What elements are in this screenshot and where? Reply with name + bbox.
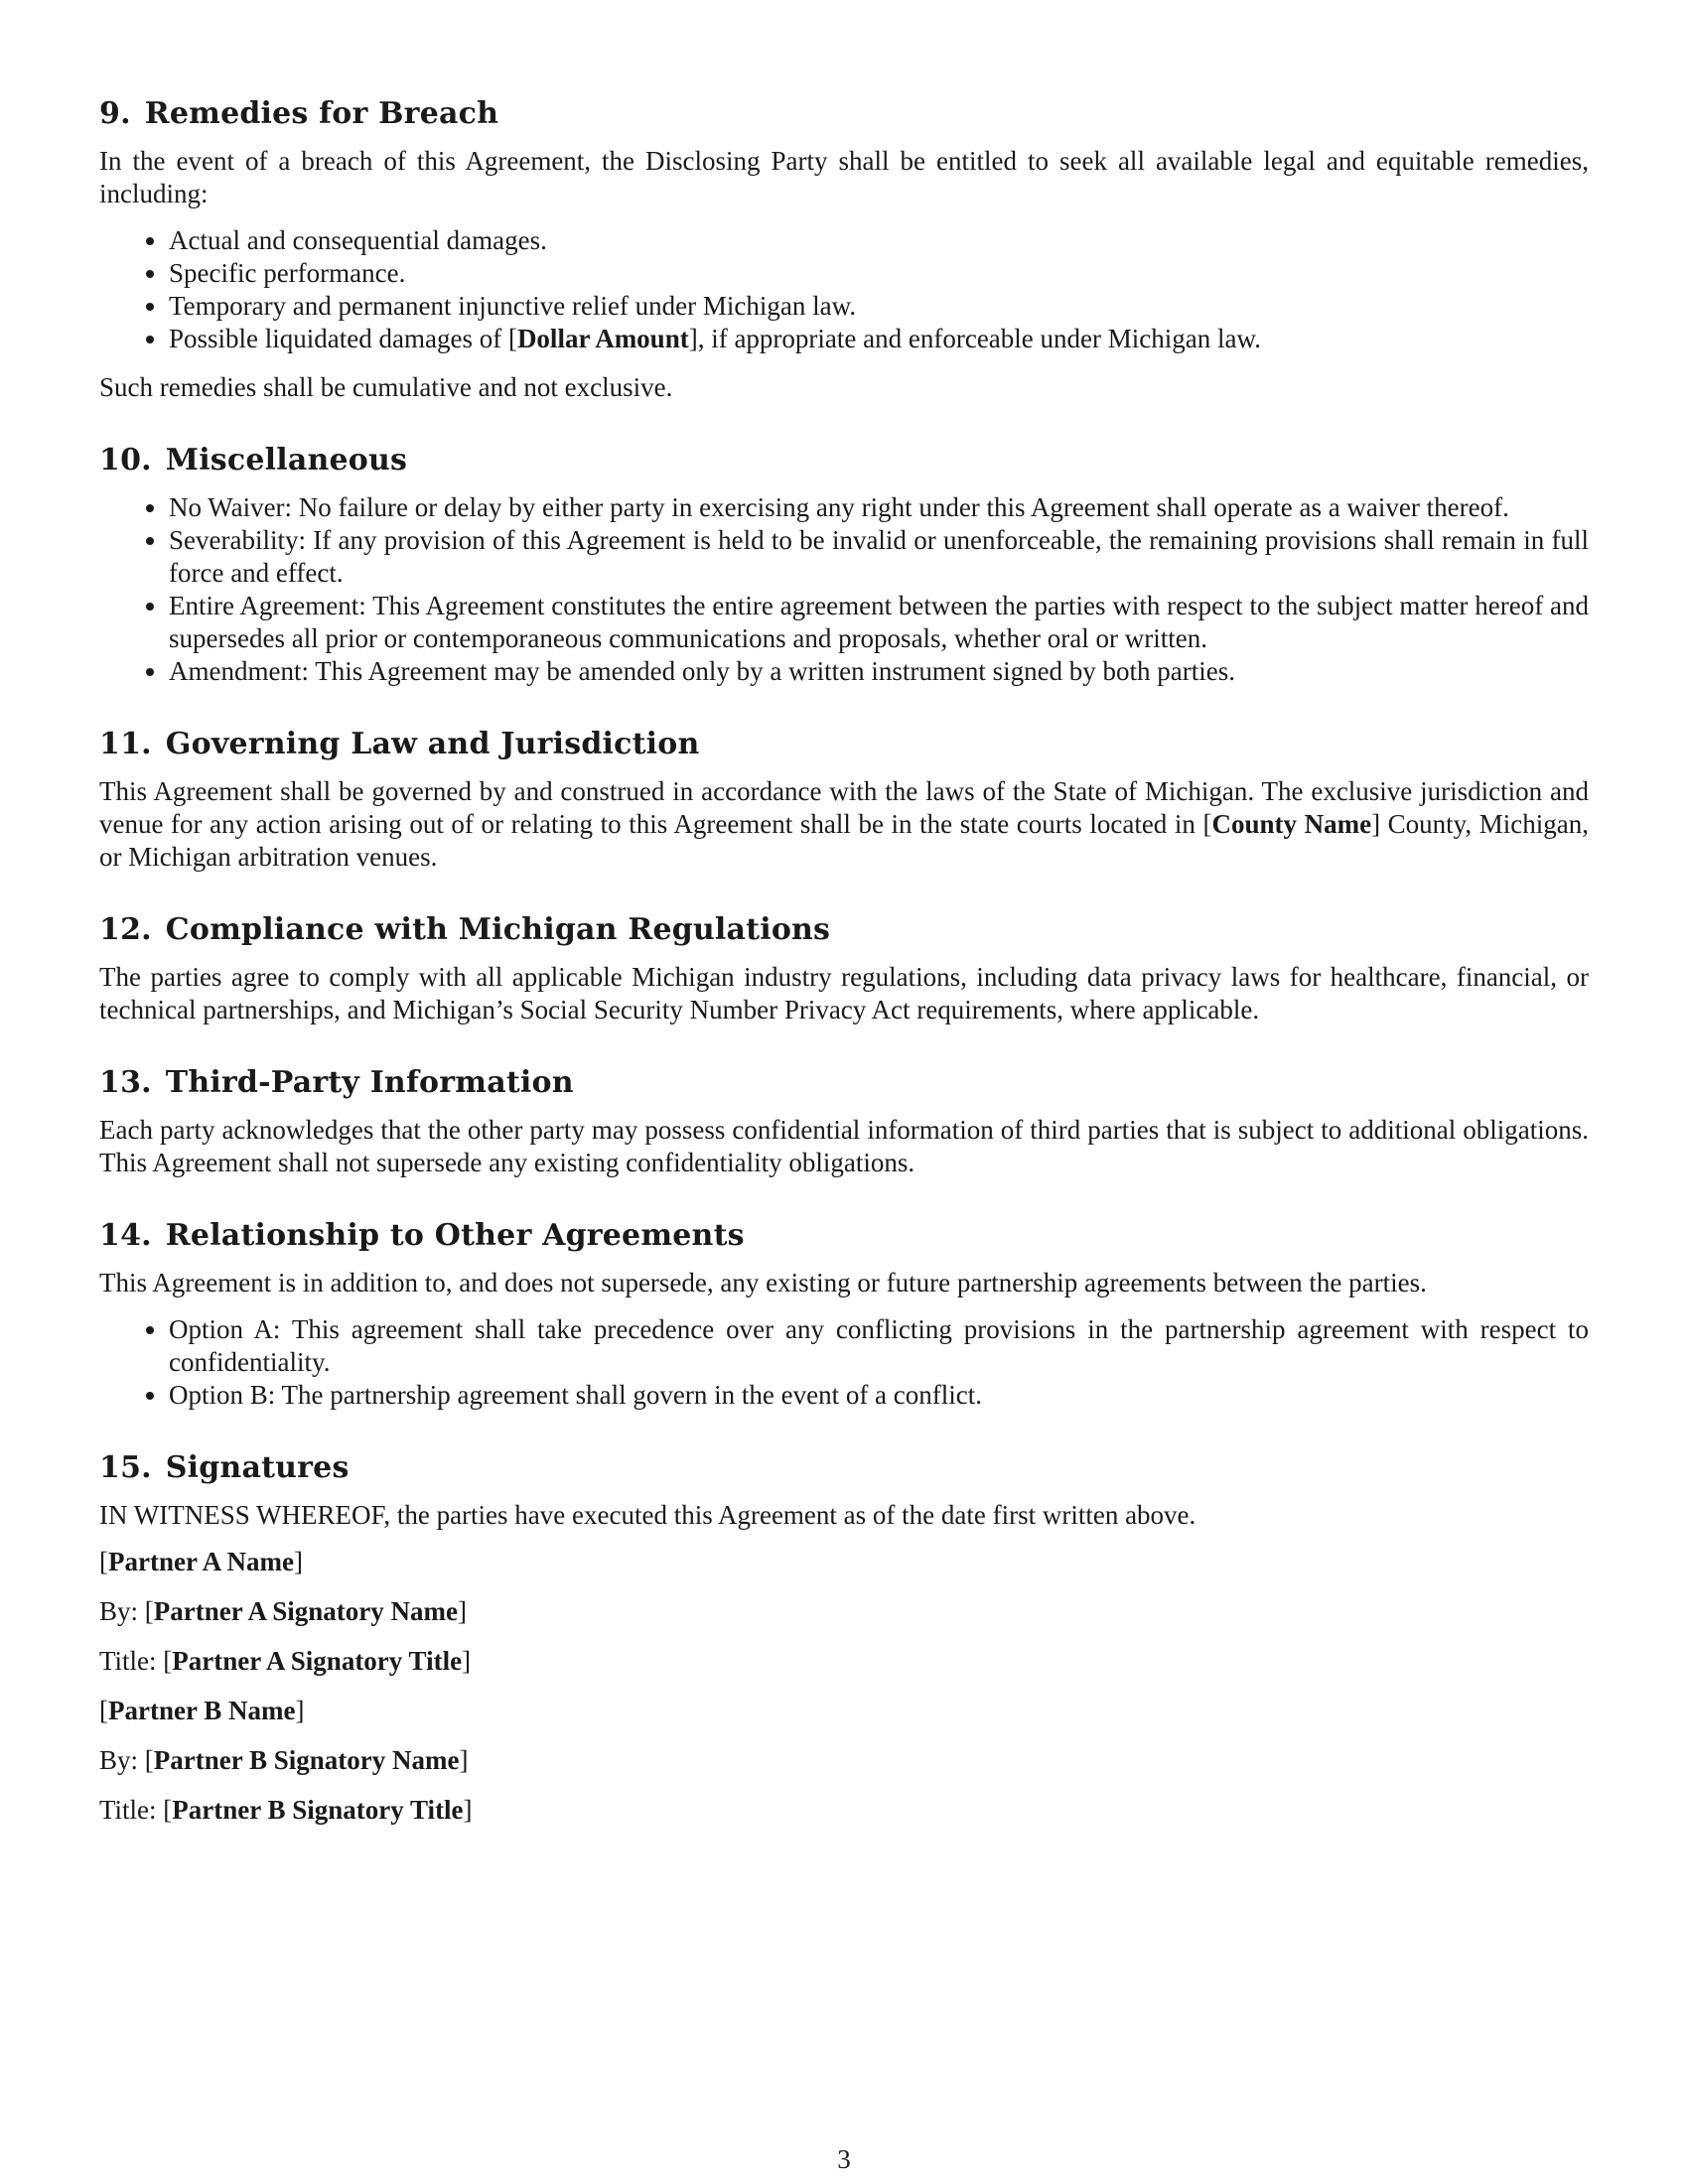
- placeholder-partner-a-signatory-title: Partner A Signatory Title: [172, 1646, 463, 1676]
- section-title: Governing Law and Jurisdiction: [165, 727, 700, 761]
- text-fragment: Possible liquidated damages of [: [169, 324, 517, 353]
- list-item: • Entire Agreement: This Agreement constitutes the entire agreement between the parties with respect to the subject matter hereof and supersedes all prior or contemporaneous communications and proposals, whether oral or written.: [169, 590, 1589, 655]
- list-item: • Temporary and permanent injunctive relief under Michigan law.: [169, 290, 1589, 323]
- paragraph: IN WITNESS WHEREOF, the parties have executed this Agreement as of the date first written above.: [99, 1500, 1196, 1530]
- placeholder-partner-a-name: Partner A Name: [108, 1547, 294, 1576]
- paragraph: Each party acknowledges that the other party may possess confidential information of third parties that is subject to additional obligations. This Agreement shall not supersede any existing confidentiality obligations.: [99, 1115, 1589, 1177]
- section-compliance: [99, 911, 1589, 1026]
- section-heading: [99, 442, 1589, 479]
- signature-partner-b-by: By: [Partner B Signatory Name]: [99, 1745, 469, 1775]
- signature-partner-a-by: By: [Partner A Signatory Name]: [99, 1596, 467, 1626]
- section-heading: [99, 911, 1589, 949]
- placeholder-partner-b-name: Partner B Name: [108, 1696, 296, 1725]
- section-heading: [99, 726, 1589, 763]
- section-title: Compliance with Michigan Regulations: [165, 912, 831, 947]
- section-number: 12.: [99, 912, 152, 947]
- section-title: Miscellaneous: [165, 443, 408, 478]
- bullet-list: [99, 1313, 1589, 1412]
- section-title: Remedies for Breach: [144, 96, 499, 131]
- section-number: 13.: [99, 1065, 152, 1100]
- by-label: By:: [99, 1745, 139, 1775]
- section-number: 15.: [99, 1450, 152, 1485]
- section-heading: [99, 1449, 1589, 1487]
- list-item: • Specific performance.: [169, 257, 1589, 290]
- paragraph: [99, 775, 1589, 874]
- section-title: Relationship to Other Agreements: [165, 1218, 745, 1253]
- section-title: Signatures: [165, 1450, 350, 1485]
- by-label: By:: [99, 1596, 139, 1626]
- paragraph: In the event of a breach of this Agreement, the Disclosing Party shall be entitled to seek all available legal and equitable remedies, including:: [99, 146, 1589, 208]
- signature-partner-b-title: Title: [Partner B Signatory Title]: [99, 1795, 473, 1825]
- document-page: [99, 95, 1589, 1864]
- section-relationship-to-other-agreements: [99, 1217, 1589, 1412]
- section-heading: [99, 1217, 1589, 1255]
- signature-partner-a-name: [Partner A Name]: [99, 1547, 303, 1576]
- section-title: Third-Party Information: [165, 1065, 574, 1100]
- placeholder-partner-a-signatory-name: Partner A Signatory Name: [153, 1596, 458, 1626]
- bullet-list: [99, 491, 1589, 688]
- list-item: • Option B: The partnership agreement shall govern in the event of a conflict.: [169, 1379, 1589, 1412]
- list-item: • Option A: This agreement shall take precedence over any conflicting provisions in the partnership agreement with respect to confidentiality.: [169, 1313, 1589, 1379]
- section-miscellaneous: [99, 442, 1589, 688]
- section-third-party-information: [99, 1064, 1589, 1179]
- section-number: 10.: [99, 443, 152, 478]
- paragraph: The parties agree to comply with all applicable Michigan industry regulations, including data privacy laws for healthcare, financial, or technical partnerships, and Michigan’s Social Security Number Privacy Act requirements, where applicable.: [99, 962, 1589, 1024]
- section-remedies-for-breach: [99, 95, 1589, 404]
- page-number: 3: [837, 2144, 851, 2174]
- bullet-list: [99, 224, 1589, 355]
- text-fragment: ], if appropriate and enforceable under Michigan law.: [688, 324, 1261, 353]
- section-signatures: [99, 1449, 1589, 1827]
- signature-partner-a-title: Title: [Partner A Signatory Title]: [99, 1646, 472, 1676]
- section-number: 14.: [99, 1218, 152, 1253]
- section-governing-law: [99, 726, 1589, 874]
- list-item: [169, 323, 1589, 355]
- section-number: 11.: [99, 727, 152, 761]
- text-fragment: ] County, Michigan, or Michigan arbitration venues.: [99, 809, 1590, 872]
- paragraph: Such remedies shall be cumulative and not exclusive.: [99, 372, 673, 402]
- paragraph: This Agreement is in addition to, and does not supersede, any existing or future partnership agreements between the parties.: [99, 1268, 1427, 1297]
- text-fragment: This Agreement shall be governed by and construed in accordance with the laws of the State of Michigan. The exclusive jurisdiction and venue for any action arising out of or relating to this Agreement shall be in the state courts located in [: [99, 776, 1589, 839]
- title-label: Title:: [99, 1646, 157, 1676]
- list-item: • Amendment: This Agreement may be amended only by a written instrument signed by both parties.: [169, 655, 1589, 688]
- section-heading: [99, 1064, 1589, 1102]
- list-item: • Actual and consequential damages.: [169, 224, 1589, 257]
- placeholder-dollar-amount: Dollar Amount: [516, 324, 689, 353]
- section-heading: [99, 95, 1589, 133]
- title-label: Title:: [99, 1795, 157, 1825]
- placeholder-partner-b-signatory-title: Partner B Signatory Title: [172, 1795, 464, 1825]
- placeholder-partner-b-signatory-name: Partner B Signatory Name: [153, 1745, 460, 1775]
- list-item: • Severability: If any provision of this Agreement is held to be invalid or unenforceable, the remaining provisions shall remain in full force and effect.: [169, 524, 1589, 590]
- list-item: • No Waiver: No failure or delay by either party in exercising any right under this Agreement shall operate as a waiver thereof.: [169, 491, 1589, 524]
- placeholder-county-name: County Name: [1211, 809, 1372, 839]
- section-number: 9.: [99, 96, 131, 131]
- signature-partner-b-name: [Partner B Name]: [99, 1696, 305, 1725]
